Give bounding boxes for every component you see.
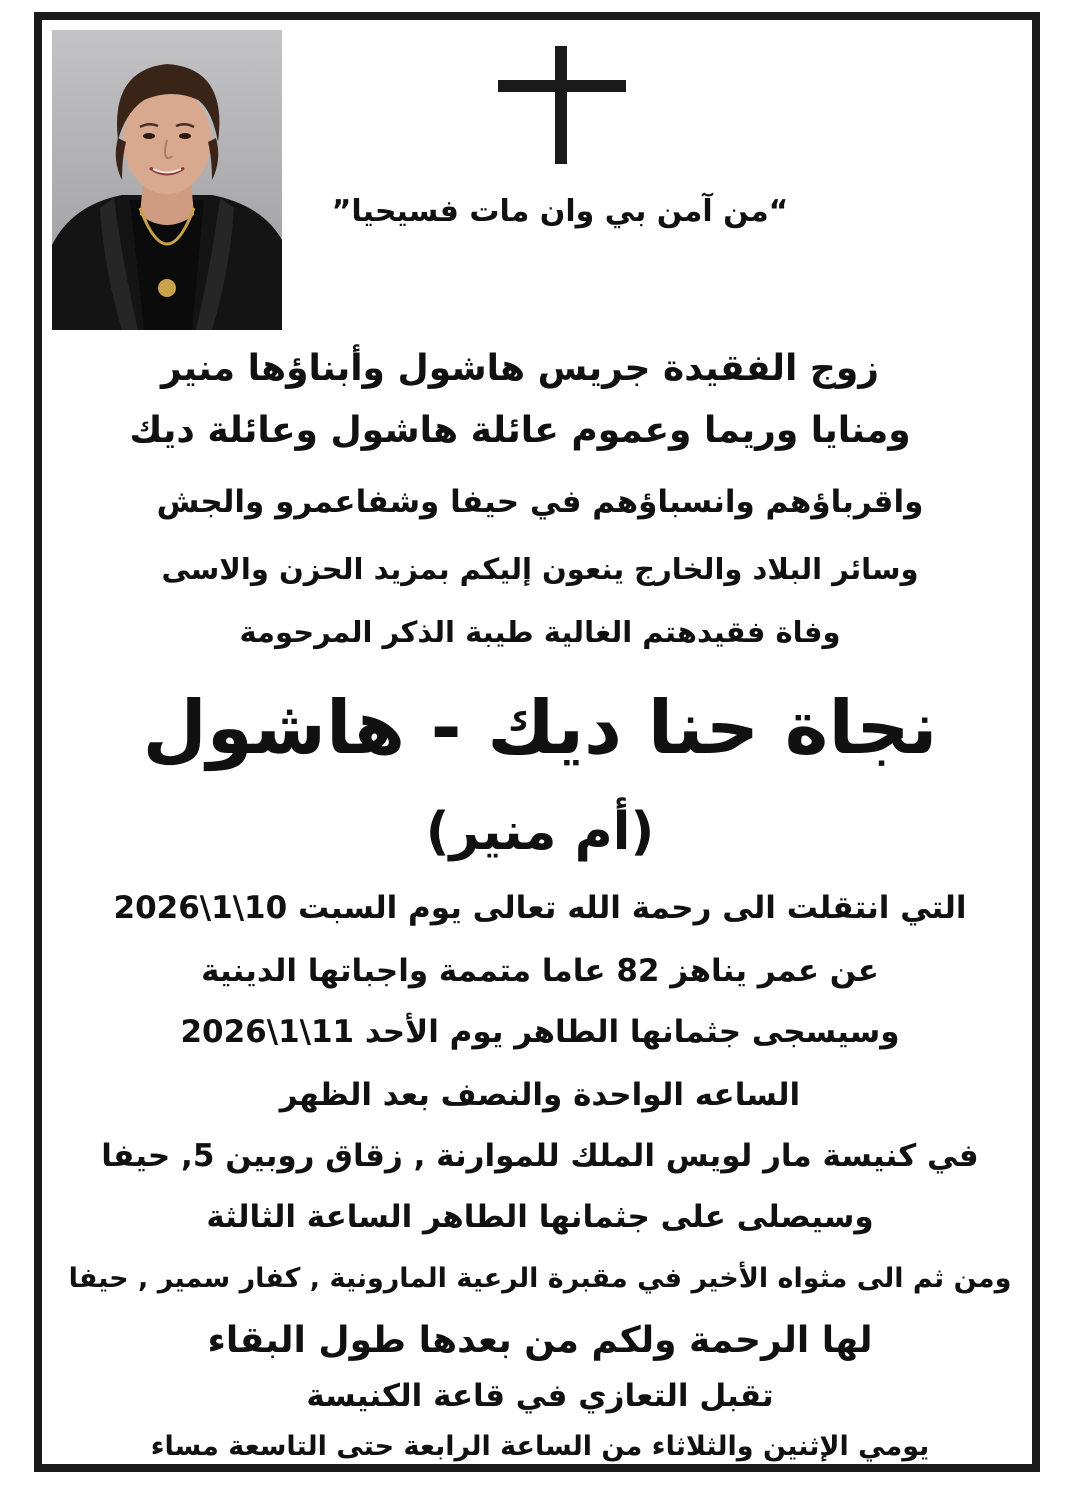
family-line-1: زوج الفقيدة جريس هاشول وأبناؤها منير xyxy=(161,348,879,389)
detail-line-10: يومي الإثنين والثلاثاء من الساعة الرابعة حتى التاسعة مساء xyxy=(150,1431,930,1462)
detail-line-4: الساعه الواحدة والنصف بعد الظهر xyxy=(279,1077,801,1113)
cross-icon xyxy=(498,46,626,164)
detail-line-1: التي انتقلت الى رحمة الله تعالى يوم السبت 10\1\2026 xyxy=(113,890,967,926)
family-line-4: وسائر البلاد والخارج ينعون إليكم بمزيد الحزن والاسى xyxy=(161,552,919,586)
detail-line-9: تقبل التعازي في قاعة الكنيسة xyxy=(306,1378,774,1414)
detail-line-6: وسيصلى على جثمانها الطاهر الساعة الثالثة xyxy=(206,1199,874,1235)
deceased-portrait-photo xyxy=(52,30,282,330)
bible-verse: “من آمن بي وان مات فسيحيا” xyxy=(331,194,789,229)
detail-line-3: وسيسجى جثمانها الطاهر يوم الأحد 11\1\2026 xyxy=(180,1014,900,1050)
family-line-3: واقرباؤهم وانسباؤهم في حيفا وشفاعمرو والجش xyxy=(156,484,924,520)
deceased-nickname: (أم منير) xyxy=(425,802,655,862)
family-line-2: ومنايا وريما وعموم عائلة هاشول وعائلة ديك xyxy=(129,410,911,451)
detail-line-8: لها الرحمة ولكم من بعدها طول البقاء xyxy=(207,1320,873,1361)
detail-line-7: ومن ثم الى مثواه الأخير في مقبرة الرعية المارونية , كفار سمير , حيفا xyxy=(68,1263,1012,1294)
detail-line-5: في كنيسة مار لويس الملك للموارنة , زقاق روبين 5, حيفا xyxy=(101,1138,979,1174)
deceased-name: نجاة حنا ديك - هاشول xyxy=(142,685,938,771)
detail-line-2: عن عمر يناهز 82 عاما متممة واجباتها الدينية xyxy=(201,953,879,989)
family-line-5: وفاة فقيدهتم الغالية طيبة الذكر المرحومة xyxy=(239,615,841,649)
